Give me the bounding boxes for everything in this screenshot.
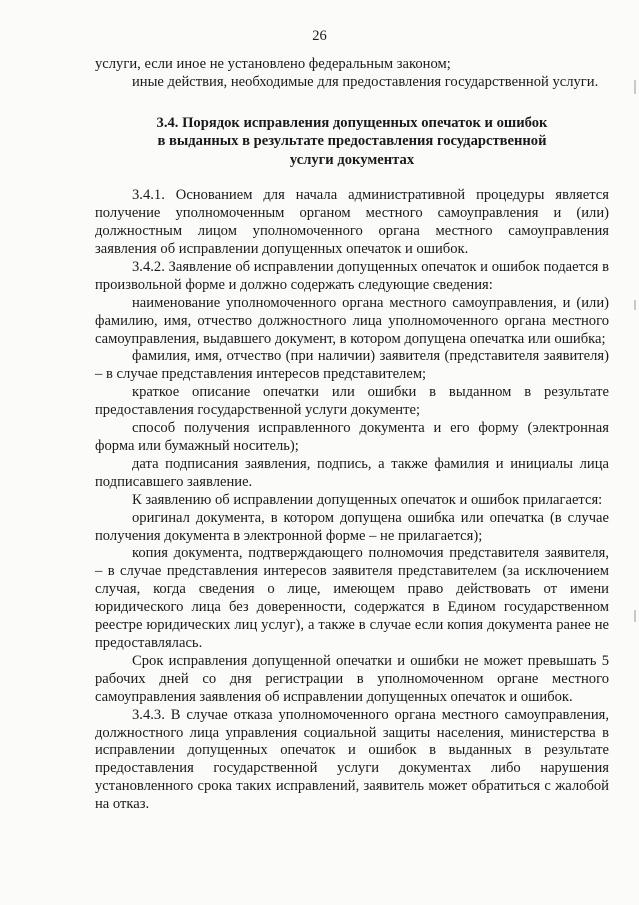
section-heading: 3.4. Порядок исправления допущенных опечаток и ошибок в выданных в результате предоставления государственной услуги документах xyxy=(156,114,548,168)
paragraph: наименование уполномоченного органа местного самоуправления, и (или) фамилию, имя, отчество должностного лица уполномоченного органа местного самоуправления, выдавшего документ, в котором допущена опечатка или ошибка; xyxy=(95,294,609,347)
page-number: 26 xyxy=(312,28,327,44)
paragraph: 3.4.1. Основанием для начала административной процедуры является получение уполномоченным органом местного самоуправления и (или) должностным лицом уполномоченного органа местного самоуправления заявления об исправлении допущенных опечаток и ошибок. xyxy=(95,187,609,258)
paragraph: 3.4.3. В случае отказа уполномоченного органа местного самоуправления, должностного лица управления социальной защиты населения, министерства в исправлении допущенных опечаток и ошибок в выданных в результате предоставления государственной услуги документах либо нарушения установленного срока таких исправлений, заявитель может обратиться с жалобой на отказ. xyxy=(95,706,609,813)
paragraph: 3.4.2. Заявление об исправлении допущенных опечаток и ошибок подается в произвольной форме и должно содержать следующие сведения: xyxy=(95,258,609,293)
paragraph: оригинал документа, в котором допущена ошибка или опечатка (в случае получения документа в электронной форме – не прилагается); xyxy=(95,509,609,544)
paragraph: копия документа, подтверждающего полномочия представителя заявителя, – в случае представления интересов заявителя представителем (за исключением случая, когда сведения о лице, имеющем право действовать от имени юридического лица без доверенности, содержатся в Едином государственном реестре юридических лиц услуг), а также в случае если копия документа ранее не предоставлялась. xyxy=(95,545,609,651)
paragraph: фамилия, имя, отчество (при наличии) заявителя (представителя заявителя) – в случае представления интересов представителем; xyxy=(95,348,609,383)
paragraph: краткое описание опечатки или ошибки в выданном в результате предоставления государственной услуги документе; xyxy=(95,384,609,419)
paragraph: способ получения исправленного документа и его форму (электронная форма или бумажный носитель); xyxy=(95,420,609,454)
paragraph: дата подписания заявления, подпись, а также фамилия и инициалы лица подписавшего заявление. xyxy=(95,455,609,490)
scan-edge-mark xyxy=(634,80,636,94)
paragraph: К заявлению об исправлении допущенных опечаток и ошибок прилагается: xyxy=(132,491,603,508)
scan-edge-mark xyxy=(634,610,636,622)
scan-edge-mark xyxy=(634,300,636,310)
intro-line: услуги, если иное не установлено федеральным законом; xyxy=(95,56,451,72)
intro-line: иные действия, необходимые для предоставления государственной услуги. xyxy=(132,73,599,90)
document-body xyxy=(95,56,609,814)
paragraph: Срок исправления допущенной опечатки и ошибки не может превышать 5 рабочих дней со дня регистрации в уполномоченном органе местного самоуправления заявления об исправлении допущенных опечаток и ошибок. xyxy=(95,652,609,705)
